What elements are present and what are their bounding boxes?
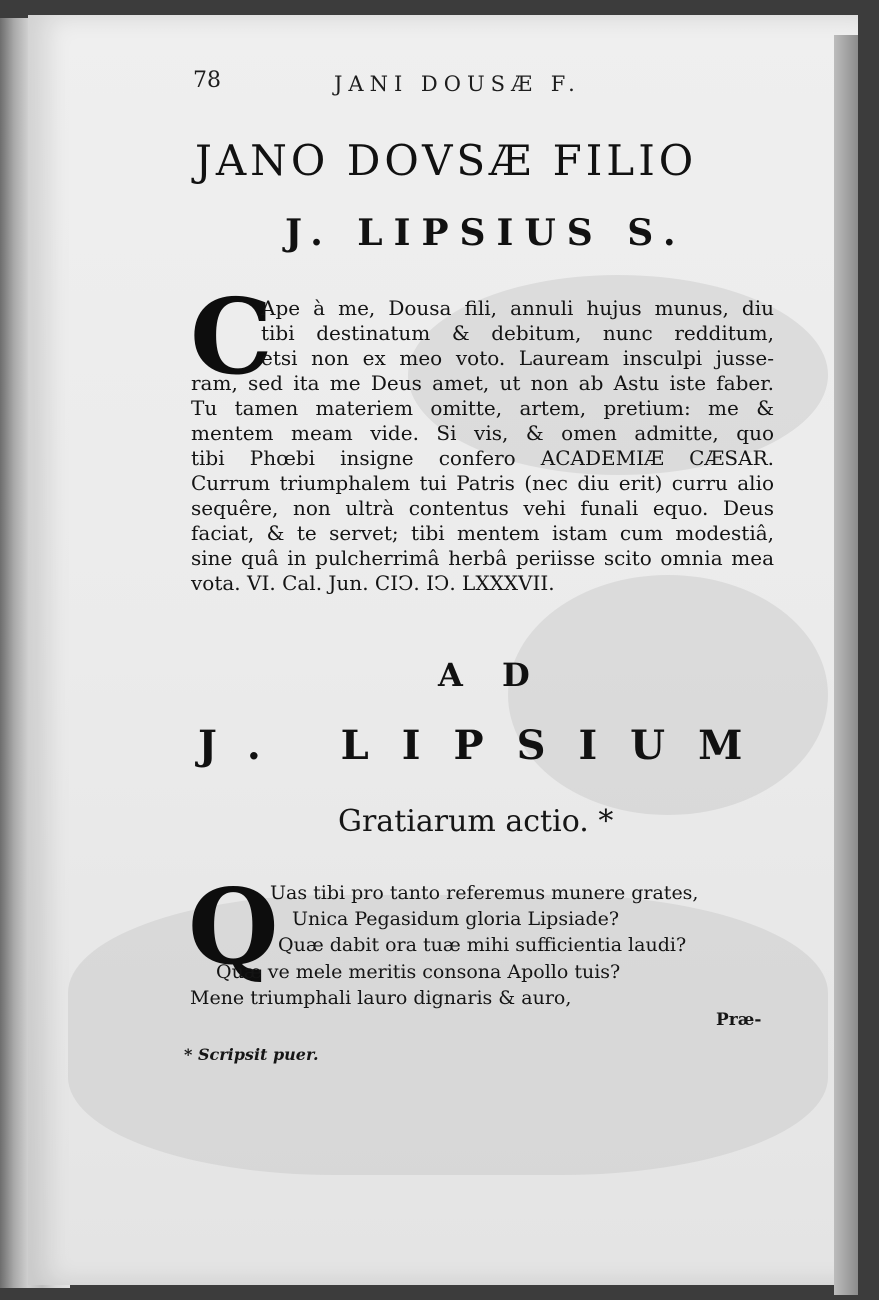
book-page — [28, 15, 858, 1285]
verse-line: Unica Pegasidum gloria Lipsiade? — [292, 908, 620, 930]
verse-line: Uas tibi pro tanto referemus munere grates, — [270, 882, 699, 904]
letter-paragraph — [191, 296, 774, 596]
text-line: Tu tamen materiem omitte, artem, pretium: me & — [191, 396, 774, 420]
heading-line-2: J. LIPSIUS S. — [285, 212, 687, 254]
page-gutter — [834, 35, 858, 1295]
catchword: Præ- — [716, 1010, 762, 1030]
text-line: sine quâ in pulcherrimâ herbâ periisse scito omnia mea — [191, 546, 774, 570]
verse-line: Quæ dabit ora tuæ mihi sufficientia laudi? — [278, 934, 687, 956]
text-line: faciat, & te servet; tibi mentem istam cum modestiâ, — [191, 521, 774, 545]
text-line: vota. VI. Cal. Jun. CIↃ. IↃ. LXXXVII. — [191, 571, 555, 595]
text-line: mentem meam vide. Si vis, & omen admitte, quo — [191, 421, 774, 445]
text-line: etsi non ex meo voto. Lauream insculpi jusse- — [261, 346, 774, 370]
text-line: ram, sed ita me Deus amet, ut non ab Astu iste faber. — [191, 371, 774, 395]
text-line: tibi destinatum & debitum, nunc redditum, — [261, 321, 774, 345]
text-line: tibi Phœbi insigne confero ACADEMIÆ CÆSAR. — [191, 446, 774, 470]
text-line: Currum triumphalem tui Patris (nec diu erit) curru alio — [191, 471, 774, 495]
poem-subtitle: Gratiarum actio. * — [338, 804, 614, 839]
letter-drop-cap: C — [190, 275, 273, 398]
poem-drop-cap: Q — [188, 865, 279, 988]
heading-line-1: JANO DOVSÆ FILIO — [195, 136, 698, 185]
verse-line: Quæ ve mele meritis consona Apollo tuis? — [216, 961, 621, 983]
page-number: 78 — [193, 68, 221, 93]
poem-heading-name: J. LIPSIUM — [198, 722, 776, 769]
poem-heading-ad: A D — [438, 656, 544, 694]
water-stain — [508, 575, 828, 815]
text-line: Ape à me, Dousa fili, annuli hujus munus, diu — [261, 296, 774, 320]
verse-line: Mene triumphali lauro dignaris & auro, — [190, 987, 572, 1009]
running-head: JANI DOUSÆ F. — [334, 72, 581, 96]
footnote: * Scripsit puer. — [184, 1045, 319, 1064]
text-line: sequêre, non ultrà contentus vehi funali equo. Deus — [191, 496, 774, 520]
